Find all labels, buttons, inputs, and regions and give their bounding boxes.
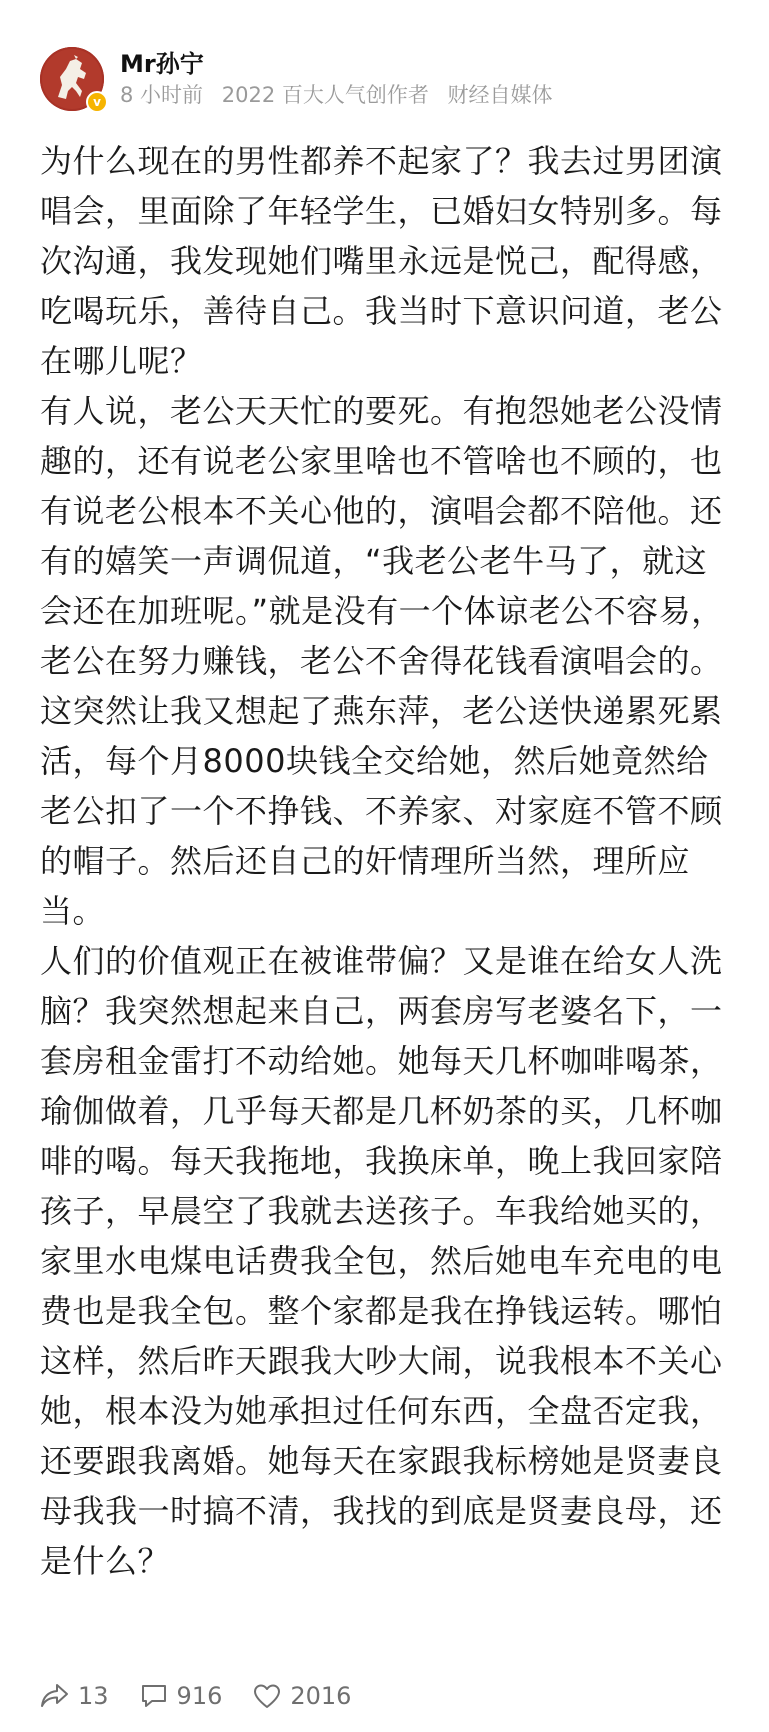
comment-count: 916 <box>176 1682 223 1710</box>
like-button[interactable] <box>252 1682 351 1710</box>
post-paragraph-1: 为什么现在的男性都养不起家了？我去过男团演唱会，里面除了年轻学生，已婚妇女特别多。每次沟通，我发现她们嘴里永远是悦己，配得感，吃喝玩乐，善待自己。我当时下意识问道，老公在哪儿呢？ <box>40 142 723 380</box>
author-tag-category: 财经自媒体 <box>447 83 553 107</box>
share-button[interactable] <box>40 1682 109 1710</box>
post-header <box>40 44 553 114</box>
author-tag-creator: 2022 百大人气创作者 <box>221 83 429 107</box>
author-name[interactable]: Mr孙宁 <box>120 50 204 78</box>
like-count: 2016 <box>290 1682 352 1710</box>
post-paragraph-3: 人们的价值观正在被谁带偏？又是谁在给女人洗脑？我突然想起来自己，两套房写老婆名下，一套房租金雷打不动给她。她每天几杯咖啡喝茶，瑜伽做着，几乎每天都是几杯奶茶的买，几杯咖啡的喝。每天我拖地，我换床单，晚上我回家陪孩子，早晨空了我就去送孩子。车我给她买的，家里水电煤电话费我全包，然后她电车充电的电费也是我全包。整个家都是我在挣钱运转。哪怕这样，然后昨天跟我大吵大闹，说我根本不关心她，根本没为她承担过任何东西，全盘否定我，还要跟我离婚。她每天在家跟我标榜她是贤妻良母我我一时搞不清，我找的到底是贤妻良母，还是什么？ <box>40 942 723 1580</box>
share-icon <box>40 1682 70 1710</box>
comment-button[interactable] <box>139 1682 223 1710</box>
heart-icon <box>252 1682 282 1710</box>
comment-icon <box>139 1682 169 1710</box>
post-content <box>40 136 728 1586</box>
author-avatar-wrap[interactable] <box>40 47 104 111</box>
post-action-bar <box>40 1676 381 1716</box>
post-time: 8 小时前 <box>120 83 204 107</box>
share-count: 13 <box>78 1682 109 1710</box>
post-meta <box>120 80 553 110</box>
verified-badge-icon: v <box>86 91 108 113</box>
post-paragraph-2: 有人说，老公天天忙的要死。有抱怨她老公没情趣的，还有说老公家里啥也不管啥也不顾的，也有说老公根本不关心他的，演唱会都不陪他。还有的嬉笑一声调侃道，“我老公老牛马了，就这会还在加班呢。”就是没有一个体谅老公不容易，老公在努力赚钱，老公不舍得花钱看演唱会的。这突然让我又想起了燕东萍，老公送快递累死累活，每个月8000块钱全交给她，然后她竟然给老公扣了一个不挣钱、不养家、对家庭不管不顾的帽子。然后还自己的奸情理所当然，理所应当。 <box>40 392 724 930</box>
user-info <box>120 48 553 110</box>
